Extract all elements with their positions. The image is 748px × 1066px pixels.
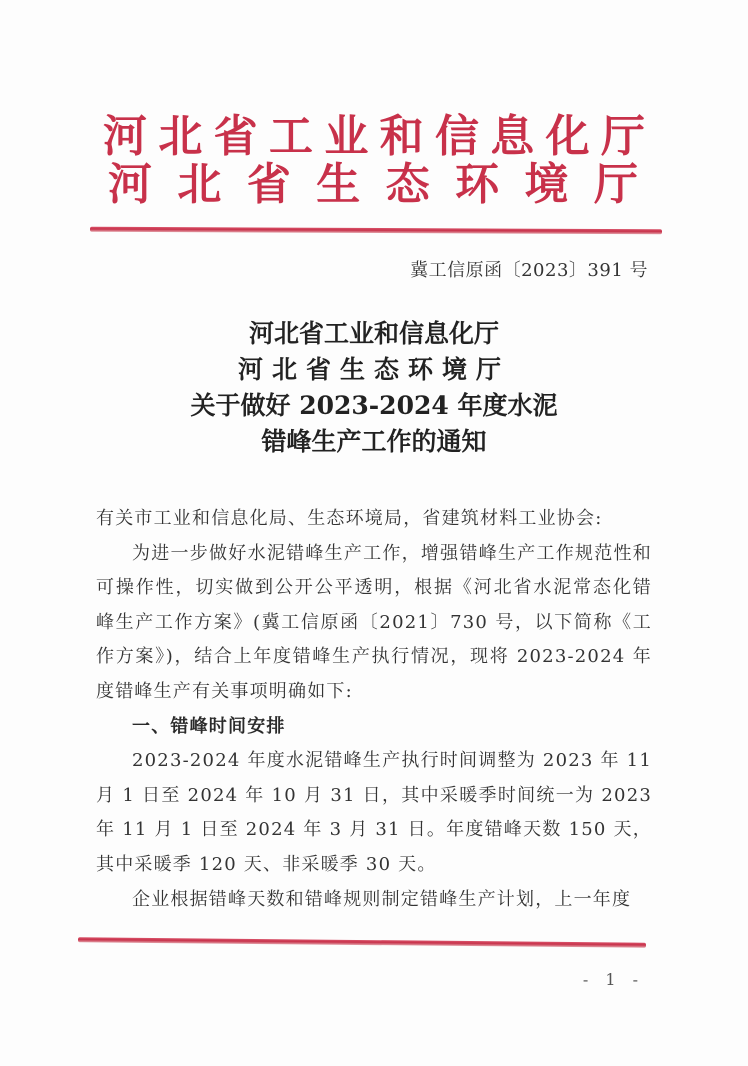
title-line: 河北省生态环境厅 xyxy=(237,355,510,384)
header-char: 信 xyxy=(434,111,479,162)
header-char: 北 xyxy=(158,111,203,162)
header-char: 生 xyxy=(316,159,361,210)
title-line: 错峰生产工作的通知 xyxy=(261,427,487,456)
page-number: - 1 - xyxy=(582,970,644,989)
paragraph: 为进一步做好水泥错峰生产工作，增强错峰生产工作规范性和可操作性，切实做到公开公平透明，根据《河北省水泥常态化错峰生产工作方案》(冀工信原函〔2021〕730 号，以下简称《工作方案》)，结合上年度错峰生产执行情况，现将 2023-2024 年度错峰生产有关事项明确如下: xyxy=(96,542,652,702)
title-line: 关于做好 2023-2024 年度水泥 xyxy=(190,391,558,420)
header-char: 工 xyxy=(268,111,313,162)
issuing-authority-header-line1 xyxy=(100,112,648,162)
title-line: 河北省工业和信息化厅 xyxy=(248,319,499,348)
document-body xyxy=(96,502,652,917)
salutation: 有关市工业和信息化局、生态环境局，省建筑材料工业协会: xyxy=(96,508,603,529)
header-char: 河 xyxy=(108,159,152,210)
document-title xyxy=(0,316,748,460)
header-char: 厅 xyxy=(600,111,645,162)
header-char: 环 xyxy=(455,159,500,210)
header-char: 省 xyxy=(246,159,291,210)
document-number: 冀工信原函〔2023〕391 号 xyxy=(410,260,648,281)
header-char: 北 xyxy=(177,159,222,210)
paragraph: 2023-2024 年度水泥错峰生产执行时间调整为 2023 年 11 月 1 日至 2024 年 10 月 31 日，其中采暖季时间统一为 2023 年 11 月 1 日至 2024 年 3 月 31 日。年度错峰天数 150 天，其中采暖季 120 天、非采暖季 30 天。 xyxy=(96,750,652,875)
header-char: 业 xyxy=(324,111,369,162)
header-char: 境 xyxy=(524,159,569,210)
header-char: 厅 xyxy=(593,159,638,210)
red-header-divider xyxy=(90,227,662,234)
header-char: 省 xyxy=(213,111,258,162)
header-char: 化 xyxy=(545,111,590,162)
section-heading: 一、错峰时间安排 xyxy=(132,715,286,737)
header-char: 态 xyxy=(385,159,430,210)
header-char: 河 xyxy=(103,111,147,162)
header-char: 息 xyxy=(490,111,535,162)
header-char: 和 xyxy=(379,111,424,162)
paragraph: 企业根据错峰天数和错峰规则制定错峰生产计划，上一年度 xyxy=(132,888,632,910)
issuing-authority-header-line2 xyxy=(105,160,641,210)
red-footer-divider xyxy=(78,937,646,947)
